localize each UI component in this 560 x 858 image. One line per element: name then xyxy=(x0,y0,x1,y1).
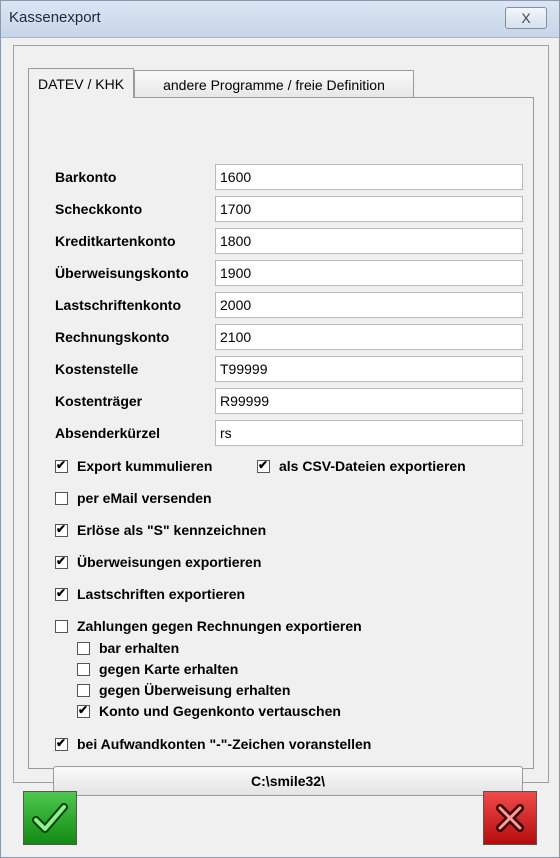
checkbox-label: Überweisungen exportieren xyxy=(77,554,262,570)
checkbox-label: Export kummulieren xyxy=(77,458,213,474)
absenderkuerzel-input[interactable]: rs xyxy=(215,420,523,446)
field-label-kostentraeger: Kostenträger xyxy=(55,393,143,409)
checkbox-box[interactable] xyxy=(257,460,270,473)
erloese-s-checkbox[interactable] xyxy=(55,522,266,538)
kostenstelle-input[interactable]: T99999 xyxy=(215,356,523,382)
checkbox-label: Erlöse als "S" kennzeichnen xyxy=(77,522,267,538)
checkbox-label: als CSV-Dateien exportieren xyxy=(279,458,466,474)
checkbox-label: per eMail versenden xyxy=(77,490,212,506)
checkbox-box[interactable] xyxy=(77,642,90,655)
title-bar xyxy=(1,1,559,38)
checkbox-label: bei Aufwandkonten "-"-Zeichen voranstellen xyxy=(77,736,372,752)
field-label-kostenstelle: Kostenstelle xyxy=(55,361,139,377)
field-label-lastschriftenkonto: Lastschriftenkonto xyxy=(55,297,182,313)
kreditkartenkonto-input[interactable]: 1800 xyxy=(215,228,523,254)
karte-erhalten-checkbox[interactable] xyxy=(77,661,238,677)
checkbox-box[interactable] xyxy=(55,556,68,569)
konto-vertauschen-checkbox[interactable] xyxy=(77,703,341,719)
field-label-ueberweisungskonto: Überweisungskonto xyxy=(55,265,189,281)
checkbox-box[interactable] xyxy=(77,705,90,718)
ueberweisungen-checkbox[interactable] xyxy=(55,554,261,570)
tab-datev-khk[interactable]: DATEV / KHK xyxy=(28,68,134,98)
lastschriften-checkbox[interactable] xyxy=(55,586,245,602)
dialog-client-area xyxy=(13,45,549,789)
window-close-button[interactable] xyxy=(505,7,547,29)
tab-panel-datev xyxy=(28,97,534,789)
checkbox-box[interactable] xyxy=(55,460,68,473)
checkbox-box[interactable] xyxy=(55,588,68,601)
tab-andere-programme[interactable]: andere Programme / freie Definition xyxy=(134,70,414,98)
checkmark-icon xyxy=(30,798,70,838)
checkbox-box[interactable] xyxy=(55,738,68,751)
aufwandkonten-checkbox[interactable] xyxy=(55,736,371,752)
close-icon: X xyxy=(521,10,531,26)
checkbox-box[interactable] xyxy=(55,524,68,537)
checkbox-box[interactable] xyxy=(77,684,90,697)
field-label-barkonto: Barkonto xyxy=(55,169,117,185)
checkbox-label: Lastschriften exportieren xyxy=(77,586,246,602)
checkbox-box[interactable] xyxy=(55,492,68,505)
zahlungen-checkbox[interactable] xyxy=(55,618,362,634)
per-email-checkbox[interactable] xyxy=(55,490,212,506)
ueberweisung-erhalten-checkbox[interactable] xyxy=(77,682,290,698)
window-title: Kassenexport xyxy=(9,9,101,26)
export-path-button[interactable]: C:\smile32\ xyxy=(53,766,523,796)
field-label-absenderkuerzel: Absenderkürzel xyxy=(55,425,161,441)
checkbox-box[interactable] xyxy=(55,620,68,633)
cancel-button[interactable] xyxy=(483,791,537,845)
x-cross-icon xyxy=(490,798,530,838)
lastschriftenkonto-input[interactable]: 2000 xyxy=(215,292,523,318)
checkbox-label: Zahlungen gegen Rechnungen exportieren xyxy=(77,618,362,634)
checkbox-label: gegen Karte erhalten xyxy=(99,661,239,677)
rechnungskonto-input[interactable]: 2100 xyxy=(215,324,523,350)
barkonto-input[interactable]: 1600 xyxy=(215,164,523,190)
checkbox-label: bar erhalten xyxy=(99,640,180,656)
field-label-rechnungskonto: Rechnungskonto xyxy=(55,329,170,345)
ok-button[interactable] xyxy=(23,791,77,845)
scheckkonto-input[interactable]: 1700 xyxy=(215,196,523,222)
export-kummulieren-checkbox[interactable] xyxy=(55,458,212,474)
checkbox-label: Konto und Gegenkonto vertauschen xyxy=(99,703,341,719)
als-csv-checkbox[interactable] xyxy=(257,458,466,474)
field-label-scheckkonto: Scheckkonto xyxy=(55,201,143,217)
bar-erhalten-checkbox[interactable] xyxy=(77,640,179,656)
checkbox-label: gegen Überweisung erhalten xyxy=(99,682,291,698)
ueberweisungskonto-input[interactable]: 1900 xyxy=(215,260,523,286)
kostentraeger-input[interactable]: R99999 xyxy=(215,388,523,414)
checkbox-box[interactable] xyxy=(77,663,90,676)
field-label-kreditkartenkonto: Kreditkartenkonto xyxy=(55,233,176,249)
